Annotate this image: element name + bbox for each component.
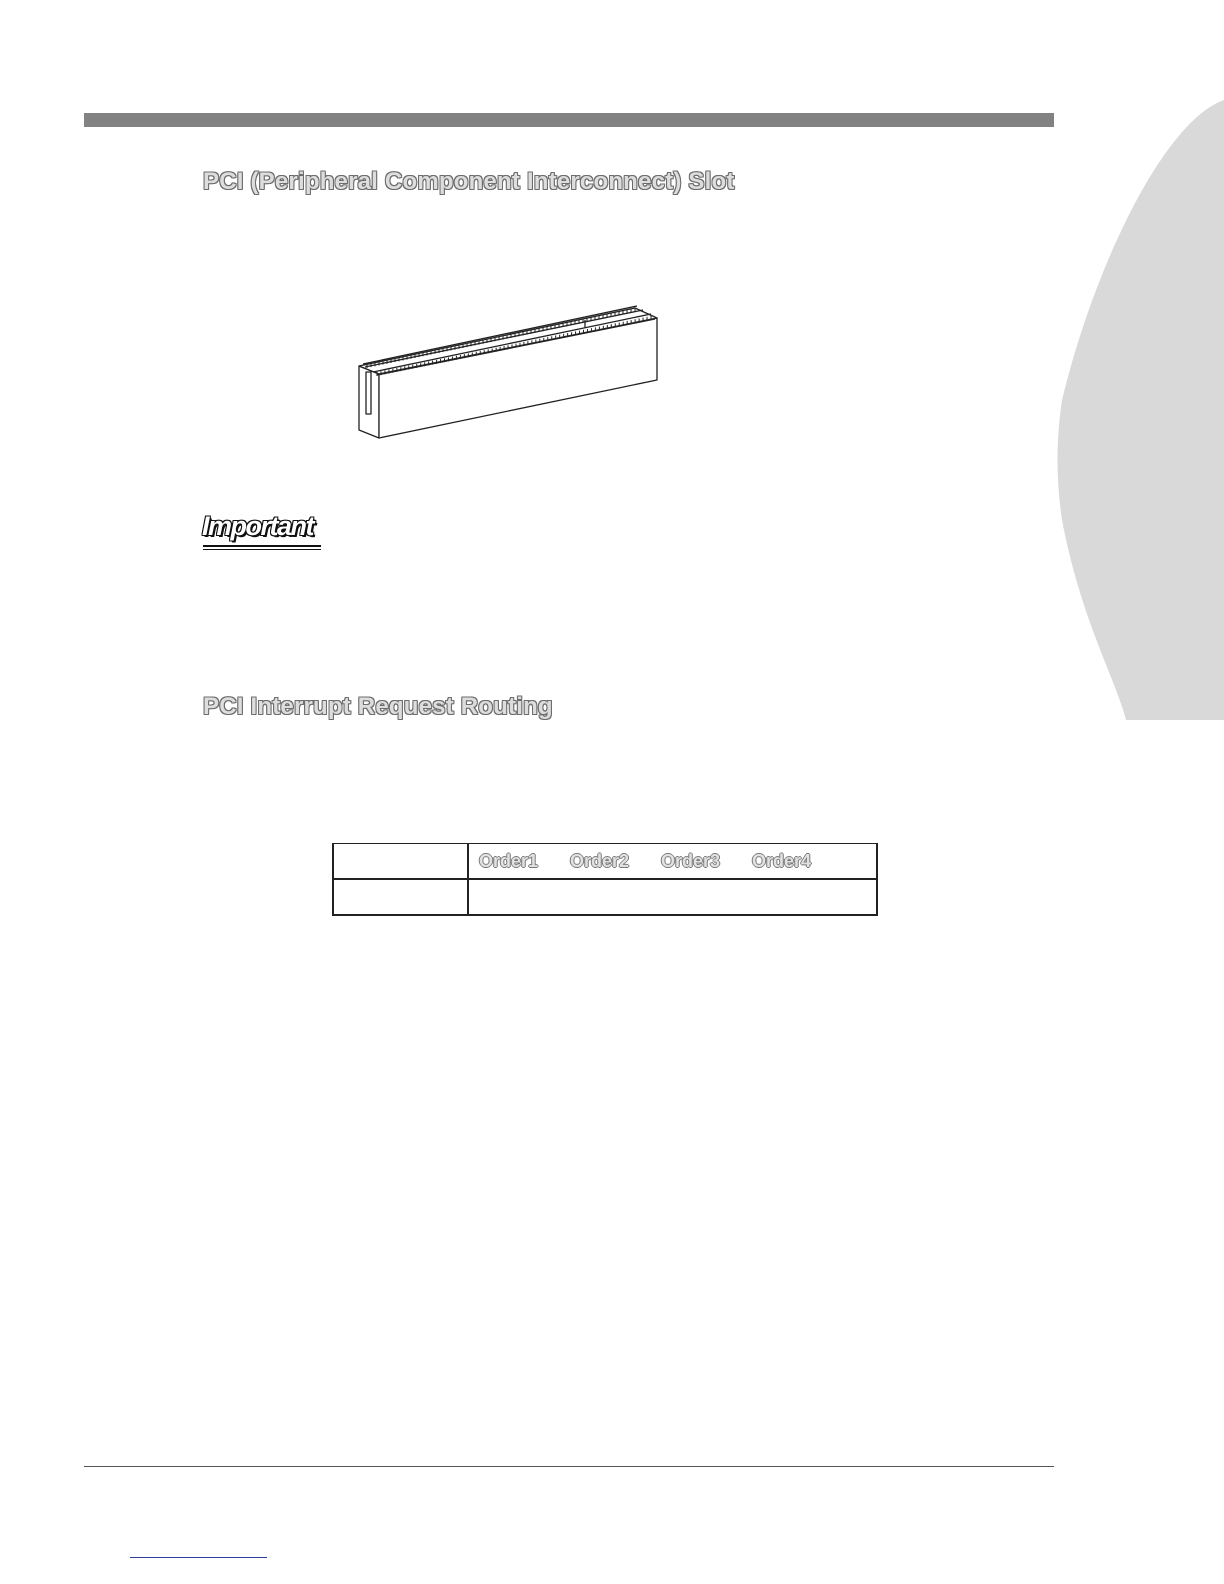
order-header-cell <box>468 844 877 880</box>
table-row <box>333 879 877 915</box>
important-label: Important <box>202 511 313 541</box>
header-rule <box>84 113 1054 127</box>
important-underline <box>203 545 321 547</box>
pci-slot-heading: PCI (Peripheral Component Interconnect) Slot <box>203 168 735 195</box>
routing-cell <box>468 879 877 915</box>
pci-irq-heading: PCI Interrupt Request Routing <box>203 693 553 720</box>
order-2-label: Order2 <box>570 850 630 871</box>
order-4-label: Order4 <box>752 850 812 871</box>
order-1-label: Order1 <box>479 850 539 871</box>
slot-cell <box>333 879 468 915</box>
footer-rule <box>84 1466 1054 1467</box>
footer-link-underline <box>130 1557 267 1558</box>
table-corner-cell <box>333 844 468 880</box>
pci-slot-illustration <box>355 300 660 440</box>
irq-routing-table <box>332 843 878 916</box>
order-3-label: Order3 <box>661 850 721 871</box>
table-header-row <box>333 844 877 880</box>
important-underline-thin <box>203 549 321 550</box>
chapter-side-tab <box>1056 100 1224 720</box>
